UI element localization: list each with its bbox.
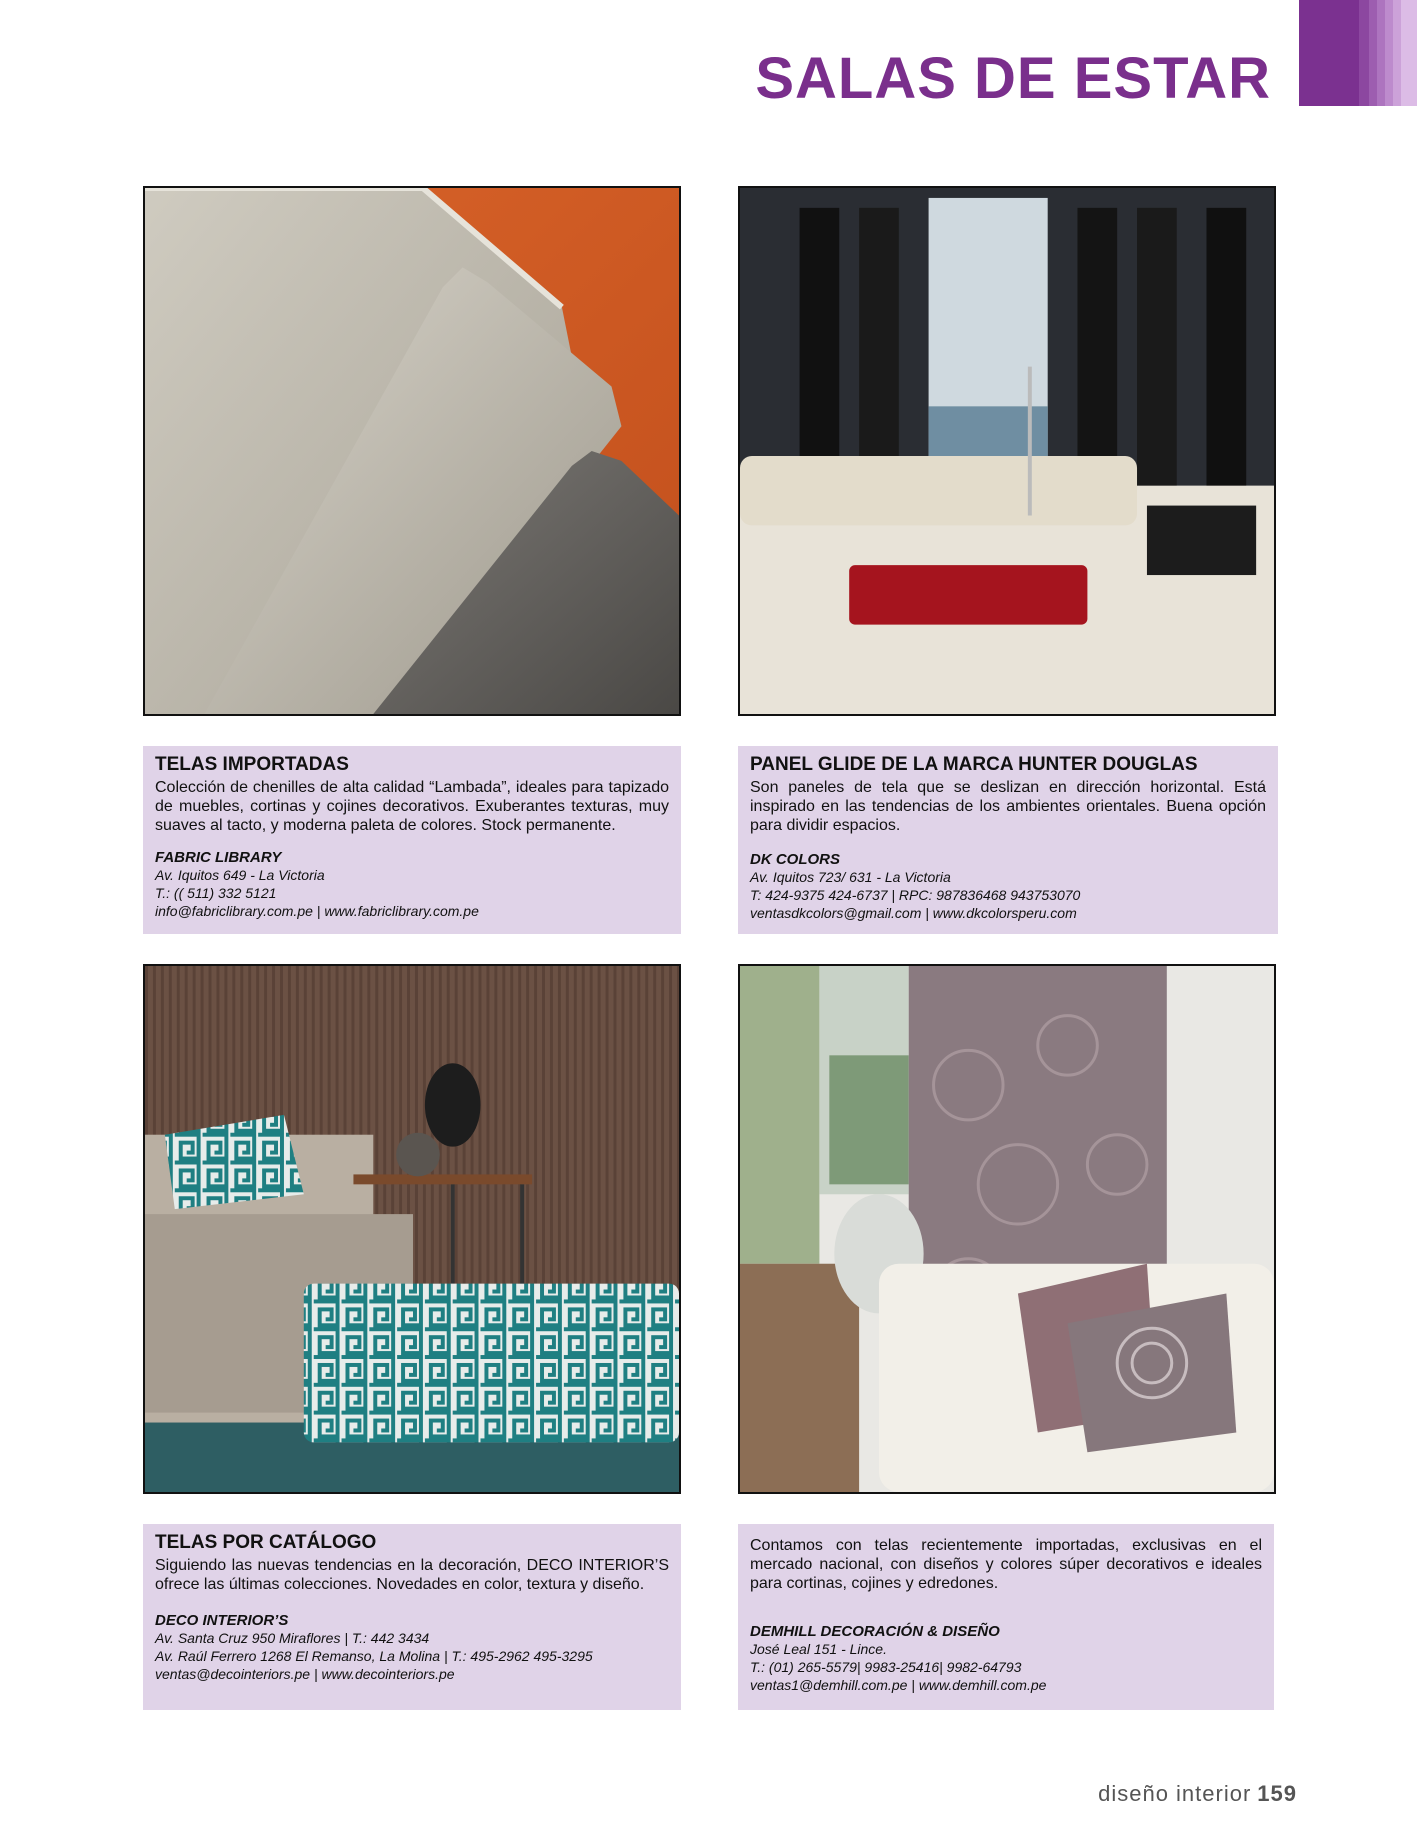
photo-living-room-panels	[738, 186, 1276, 716]
contact-line: ventas1@demhill.com.pe | www.demhill.com.pe	[750, 1677, 1047, 1693]
phone-line: T.: (01) 265-5579| 9983-25416| 9982-64793	[750, 1659, 1022, 1675]
company-name: DECO INTERIOR’S	[155, 1612, 289, 1629]
photo-fabric-chenille	[143, 186, 681, 716]
company-name: DEMHILL DECORACIÓN & DISEÑO	[750, 1623, 1000, 1640]
caption-title: TELAS IMPORTADAS	[155, 754, 349, 775]
caption-telas-importadas	[143, 746, 681, 934]
magazine-name: diseño interior	[1098, 1781, 1252, 1806]
section-title: SALAS DE ESTAR	[755, 46, 1271, 111]
page-number: 159	[1257, 1781, 1297, 1806]
phone-line: T: 424-9375 424-6737 | RPC: 987836468 943753070	[750, 887, 1081, 903]
photo-sofa-ottoman	[143, 964, 681, 1494]
company-name: FABRIC LIBRARY	[155, 849, 282, 866]
address-line: Av. Iquitos 723/ 631 - La Victoria	[750, 869, 951, 885]
address-line: Av. Raúl Ferrero 1268 El Remanso, La Molina | T.: 495-2962 495-3295	[155, 1648, 593, 1664]
caption-description: Siguiendo las nuevas tendencias en la decoración, DECO INTERIOR’S ofrece las últimas colecciones. Novedades en color, textura y diseño.	[155, 1557, 669, 1593]
caption-description: Colección de chenilles de alta calidad “Lambada”, ideales para tapizado de muebles, cortinas y cojines decorativos. Exuberantes texturas, muy suaves al tacto, y moderna paleta de colores. Stock permanente.	[155, 779, 669, 834]
caption-demhill	[738, 1524, 1274, 1710]
contact-line: ventasdkcolors@gmail.com | www.dkcolorsperu.com	[750, 905, 1077, 921]
contact-line: ventas@decointeriors.pe | www.decointeriors.pe	[155, 1666, 455, 1682]
caption-description: Son paneles de tela que se deslizan en dirección horizontal. Está inspirado en las tendencias de los ambientes orientales. Buena opción para dividir espacios.	[750, 779, 1266, 834]
caption-panel-glide	[738, 746, 1278, 934]
phone-line: T.: (( 511) 332 5121	[155, 885, 277, 901]
caption-description: Contamos con telas recientemente importadas, exclusivas en el mercado nacional, con diseños y colores súper decorativos e ideales para cortinas, cojines y edredones.	[750, 1537, 1262, 1592]
address-line: Av. Santa Cruz 950 Miraflores | T.: 442 3434	[155, 1630, 430, 1646]
contact-line: info@fabriclibrary.com.pe | www.fabriclibrary.com.pe	[155, 903, 479, 919]
company-name: DK COLORS	[750, 851, 840, 868]
photo-curtains-pillows	[738, 964, 1276, 1494]
address-line: Av. Iquitos 649 - La Victoria	[155, 867, 325, 883]
page-footer	[1098, 1781, 1297, 1807]
caption-title: PANEL GLIDE DE LA MARCA HUNTER DOUGLAS	[750, 754, 1198, 775]
caption-telas-por-catalogo	[143, 1524, 681, 1710]
caption-title: TELAS POR CATÁLOGO	[155, 1532, 377, 1553]
address-line: José Leal 151 - Lince.	[750, 1641, 887, 1657]
header-color-bars	[1299, 0, 1417, 106]
